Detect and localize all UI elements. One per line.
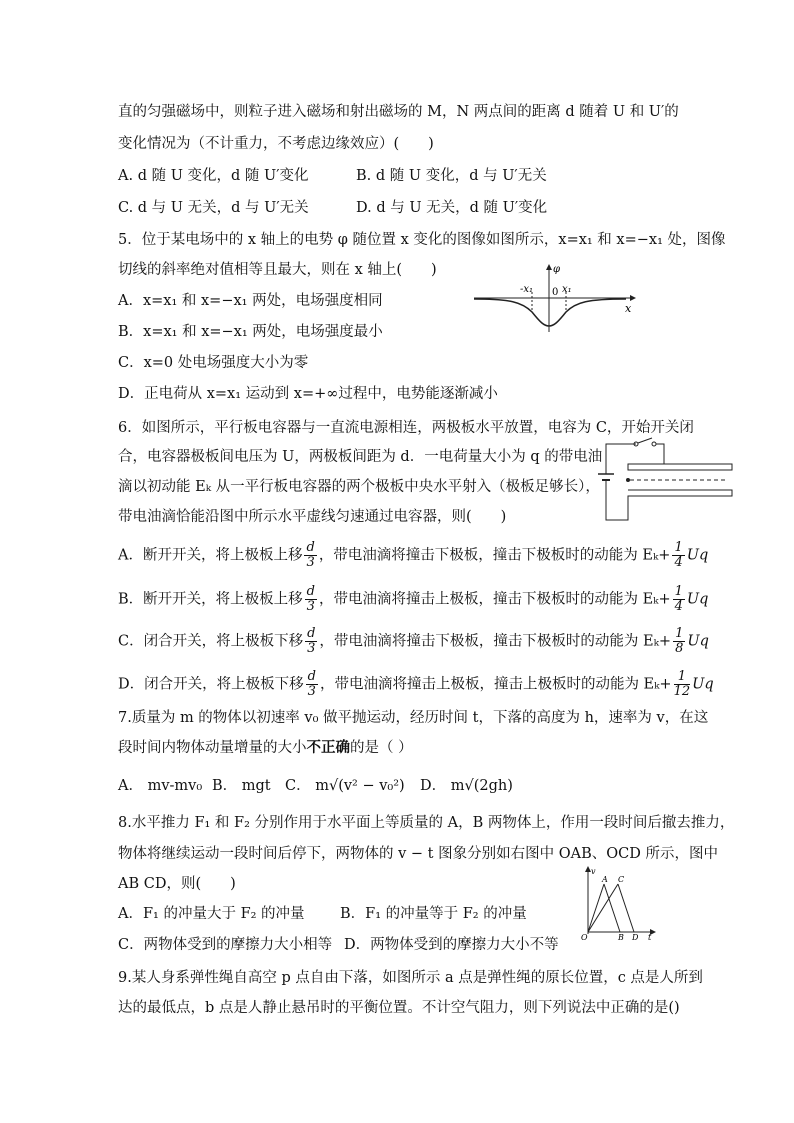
q6-option-a-den: 3 <box>306 555 315 570</box>
q4-option-b: B. d 随 U 变化，d 与 U′无关 <box>356 168 547 184</box>
q6-line4: 带电油滴恰能沿图中所示水平虚线匀速通过电容器，则( ) <box>118 509 507 525</box>
q6-option-c-den: 3 <box>307 641 316 656</box>
q6-option-b-mid: ，带电油滴将撞击上极板，撞击下极板时的动能为 Eₖ+ <box>318 591 671 608</box>
q8-line1: 8.水平推力 F₁ 和 F₂ 分别作用于水平面上等质量的 A，B 两物体上，作用一段时间后撤去推力， <box>118 815 735 831</box>
q7-line2-bold: 不正确 <box>306 739 350 756</box>
potential-graph-origin: 0 <box>552 287 559 298</box>
potential-graph-neg-tick: -x₁ <box>520 284 534 295</box>
q6-option-d-mid: ，带电油滴将撞击上极板，撞击上极板时的动能为 Eₖ+ <box>319 676 672 693</box>
q6-option-b <box>118 585 708 614</box>
q6-option-c-frac2 <box>673 627 685 656</box>
potential-graph <box>470 262 640 342</box>
q6-option-b-frac2 <box>673 585 685 614</box>
vt-graph-a: A <box>602 875 608 884</box>
vt-graph-c: C <box>618 875 625 884</box>
q6-option-a <box>118 541 708 570</box>
q4-line2: 变化情况为（不计重力，不考虑边缘效应）( ) <box>118 136 434 152</box>
q6-option-c-pre: C．闭合开关，将上极板下移 <box>118 633 304 650</box>
q6-option-d <box>118 670 714 699</box>
q6-option-d-frac <box>306 670 318 699</box>
vt-graph <box>578 864 658 940</box>
q5-line1: 5．位于某电场中的 x 轴上的电势 φ 随位置 x 变化的图像如图所示，x=x₁ 和 x=−x₁ 处，图像 <box>118 232 726 248</box>
vt-graph-o: O <box>581 933 588 940</box>
q7-option-b: B． mgt <box>212 778 271 794</box>
q8-option-b: B．F₁ 的冲量等于 F₂ 的冲量 <box>340 906 527 922</box>
q6-line3: 滴以初动能 Eₖ 从一平行板电容器的两个极板中央水平射入（极板足够长）， <box>118 479 600 495</box>
q8-line3: AB CD，则( ) <box>118 876 236 892</box>
q6-option-a-frac <box>304 541 316 570</box>
q6-option-d-num: d <box>307 669 316 684</box>
q6-option-b-den2: 4 <box>674 599 683 614</box>
q7-line2-post: 的是（ ） <box>350 740 413 756</box>
q6-option-a-mid: ，带电油滴将撞击下极板，撞击下极板时的动能为 Eₖ+ <box>318 547 671 564</box>
q8-option-a: A．F₁ 的冲量大于 F₂ 的冲量 <box>118 906 305 922</box>
q6-option-b-pre: B．断开开关，将上极板上移 <box>118 591 303 608</box>
q6-option-c-mid: ，带电油滴将撞击下极板，撞击下极板时的动能为 Eₖ+ <box>319 633 672 650</box>
q6-option-a-num: d <box>306 540 315 555</box>
q5-line2: 切线的斜率绝对值相等且最大，则在 x 轴上( ) <box>118 262 437 278</box>
q5-option-b: B．x=x₁ 和 x=−x₁ 两处，电场强度最小 <box>118 324 383 340</box>
q6-line2: 合，电容器极板间电压为 U，两极板间距为 d．一电荷量大小为 q 的带电油 <box>118 449 603 465</box>
q5-option-d: D．正电荷从 x=x₁ 运动到 x=+∞过程中，电势能逐渐减小 <box>118 386 498 402</box>
q6-option-a-frac2 <box>672 541 684 570</box>
q6-option-c <box>118 627 709 656</box>
q6-option-d-frac2 <box>674 670 691 699</box>
q6-option-a-den2: 4 <box>674 555 683 570</box>
potential-graph-pos-tick: x₁ <box>562 284 572 295</box>
q6-option-b-frac <box>305 585 317 614</box>
q7-line2 <box>118 738 413 758</box>
q6-option-a-post: Uq <box>686 547 709 564</box>
q6-option-d-den: 3 <box>307 684 316 699</box>
q7-line1: 7.质量为 m 的物体以初速率 v₀ 做平抛运动，经历时间 t，下落的高度为 h，速率为 v，在这 <box>118 710 709 726</box>
q4-option-a: A. d 随 U 变化，d 随 U′变化 <box>118 168 309 184</box>
capacitor-circuit <box>596 436 736 524</box>
q8-option-d: D．两物体受到的摩擦力大小不等 <box>344 937 559 953</box>
q7-line2-pre: 段时间内物体动量增量的大小 <box>118 740 307 756</box>
q9-line2: 达的最低点，b 点是人静止悬吊时的平衡位置。不计空气阻力，则下列说法中正确的是() <box>118 1000 680 1016</box>
q6-option-a-pre: A．断开开关，将上极板上移 <box>118 547 303 564</box>
q6-option-b-post: Uq <box>686 591 709 608</box>
q9-line1: 9.某人身系弹性绳自高空 p 点自由下落，如图所示 a 点是弹性绳的原长位置，c 点是人所到 <box>118 970 703 986</box>
vt-graph-b: B <box>618 933 624 940</box>
potential-graph-x-label: x <box>625 302 632 315</box>
q8-option-c: C．两物体受到的摩擦力大小相等 <box>118 937 333 953</box>
q5-option-a: A．x=x₁ 和 x=−x₁ 两处，电场强度相同 <box>118 293 383 309</box>
q6-option-d-pre: D．闭合开关，将上极板下移 <box>118 676 304 693</box>
q7-option-d: D． m√(2gh) <box>420 778 513 794</box>
q6-option-d-post: Uq <box>692 676 714 693</box>
q6-line1: 6．如图所示，平行板电容器与一直流电源相连，两极板水平放置，电容为 C，开始开关闭 <box>118 420 694 436</box>
q6-option-c-num2: 1 <box>675 626 684 641</box>
q6-option-d-den2: 12 <box>673 684 691 699</box>
q6-option-b-num2: 1 <box>674 584 683 599</box>
vt-graph-d: D <box>632 933 639 940</box>
q6-option-d-num2: 1 <box>674 670 691 685</box>
potential-graph-y-label: φ <box>553 264 561 275</box>
q4-line1: 直的匀强磁场中，则粒子进入磁场和射出磁场的 M，N 两点间的距离 d 随着 U 和 U′的 <box>118 104 679 120</box>
q6-option-c-den2: 8 <box>675 641 684 656</box>
q6-option-b-den: 3 <box>306 599 315 614</box>
q8-line2: 物体将继续运动一段时间后停下，两物体的 v − t 图象分别如右图中 OAB、OCD 所示，图中 <box>118 846 718 862</box>
q6-option-a-num2: 1 <box>674 540 683 555</box>
q6-option-c-frac <box>305 627 317 656</box>
q4-option-d: D. d 与 U 无关，d 随 U′变化 <box>356 200 548 216</box>
q4-option-c: C. d 与 U 无关，d 与 U′无关 <box>118 200 309 216</box>
vt-graph-y-label: v <box>591 867 596 876</box>
q7-option-a: A． mv-mv₀ <box>118 778 203 794</box>
q6-option-c-post: Uq <box>687 633 709 650</box>
q6-option-b-num: d <box>306 584 315 599</box>
q5-option-c: C．x=0 处电场强度大小为零 <box>118 355 309 371</box>
vt-graph-x-label: t <box>648 933 652 940</box>
q7-option-c: C． m√(v² − v₀²) <box>285 778 405 794</box>
q6-option-c-num: d <box>307 626 316 641</box>
